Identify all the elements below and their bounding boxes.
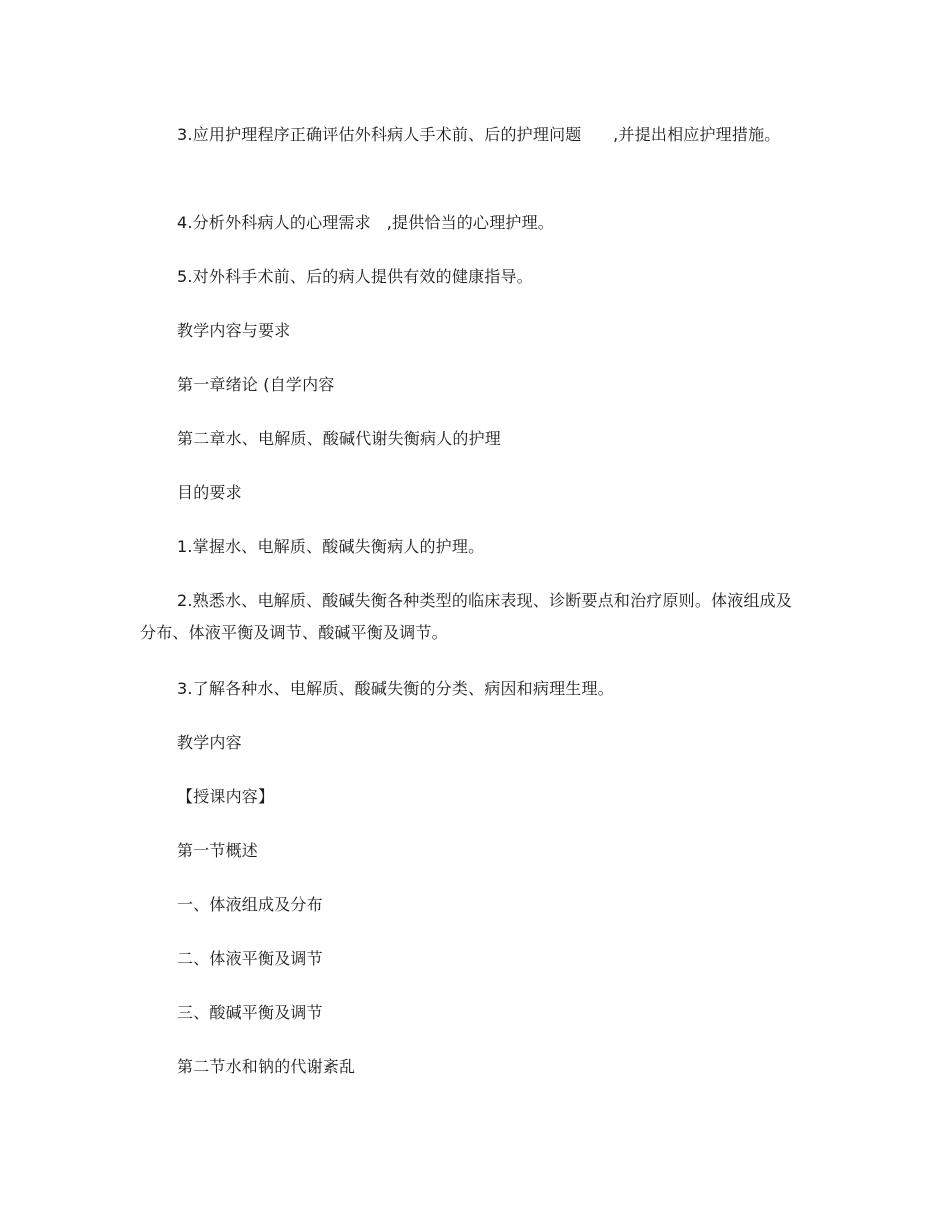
list-item-body-fluid-composition: 一、体液组成及分布 — [177, 895, 323, 914]
subheading-objectives: 目的要求 — [177, 483, 242, 502]
paragraph-objective-4: 4.分析外科病人的心理需求 ,提供恰当的心理护理。 — [177, 213, 555, 232]
paragraph-understand: 3.了解各种水、电解质、酸碱失衡的分类、病因和病理生理。 — [177, 679, 614, 698]
paragraph-objective-5: 5.对外科手术前、后的病人提供有效的健康指导。 — [177, 267, 533, 286]
paragraph-objective-3: 3.应用护理程序正确评估外科病人手术前、后的护理问题 ,并提出相应护理措施。 — [177, 125, 781, 144]
section-heading-teaching-content-requirements: 教学内容与要求 — [177, 321, 291, 340]
paragraph-familiar: 2.熟悉水、电解质、酸碱失衡各种类型的临床表现、诊断要点和治疗原则。体液组成及分布、体液平衡及调节、酸碱平衡及调节。 — [140, 591, 793, 642]
chapter-2-heading: 第二章水、电解质、酸碱代谢失衡病人的护理 — [177, 429, 502, 448]
paragraph-master: 1.掌握水、电解质、酸碱失衡病人的护理。 — [177, 537, 485, 556]
list-item-acid-base-balance: 三、酸碱平衡及调节 — [177, 1003, 323, 1022]
chapter-1-heading: 第一章绪论 (自学内容 — [177, 375, 335, 394]
subheading-teaching-content: 教学内容 — [177, 733, 242, 752]
section-2-heading: 第二节水和钠的代谢紊乱 — [177, 1057, 356, 1076]
list-item-body-fluid-balance: 二、体液平衡及调节 — [177, 949, 323, 968]
subheading-lecture-content: 【授课内容】 — [177, 787, 275, 806]
section-1-heading: 第一节概述 — [177, 841, 259, 860]
